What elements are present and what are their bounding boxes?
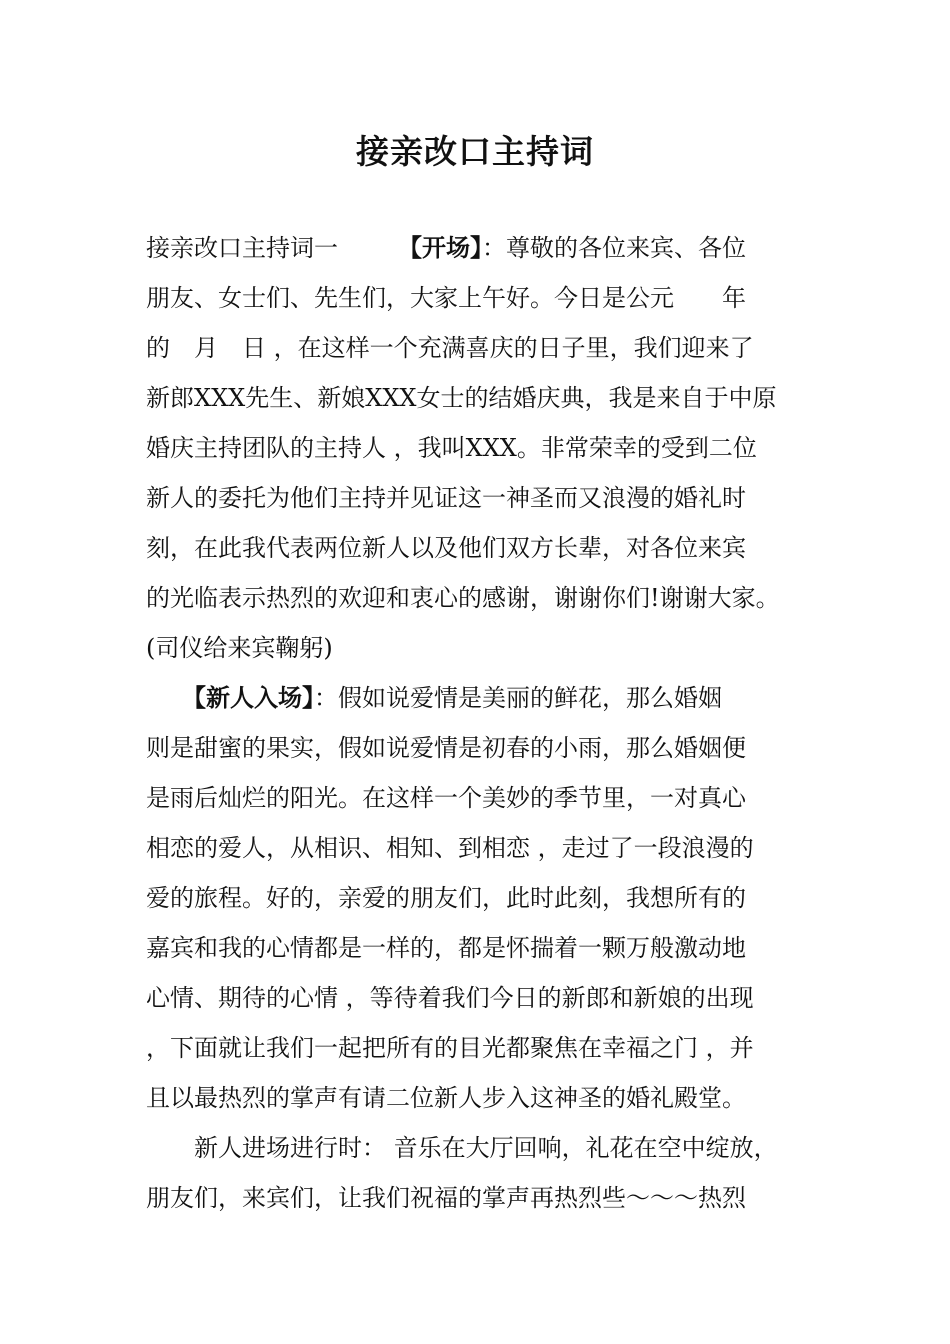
text-line xyxy=(146,1132,778,1164)
line-text: 朋友们，来宾们，让我们祝福的掌声再热烈些～～～热烈 xyxy=(146,1184,746,1212)
line-text: ：假如说爱情是美丽的鲜花，那么婚姻 xyxy=(314,684,722,712)
line-text: 是雨后灿烂的阳光。在这样一个美妙的季节里，一对真心 xyxy=(146,784,746,812)
line-text: 嘉宾和我的心情都是一样的，都是怀揣着一颗万般激动地 xyxy=(146,934,746,962)
line-text: (司仪给来宾鞠躬) xyxy=(146,634,333,662)
section-heading: 【开场】 xyxy=(410,233,482,262)
line-text: 的光临表示热烈的欢迎和衷心的感谢，谢谢你们!谢谢大家。 xyxy=(146,584,780,612)
text-line xyxy=(146,932,746,964)
section-heading: 【新人入场】 xyxy=(194,683,314,712)
line-text: 新人进场进行时： 音乐在大厅回响，礼花在空中绽放， xyxy=(146,1134,778,1162)
line-text: 爱的旅程。好的，亲爱的朋友们，此时此刻，我想所有的 xyxy=(146,884,746,912)
line-text xyxy=(146,684,194,712)
text-line xyxy=(146,782,746,814)
text-line xyxy=(146,332,754,364)
text-line xyxy=(146,632,333,664)
line-text: 的 月 日 ，在这样一个充满喜庆的日子里，我们迎来了 xyxy=(146,334,754,362)
line-text: 心情、期待的心情 ，等待着我们今日的新郎和新娘的出现 xyxy=(146,984,754,1012)
text-line xyxy=(146,1032,754,1064)
text-line xyxy=(146,232,746,264)
line-text: 接亲改口主持词一 xyxy=(146,234,410,262)
line-text: 新郎XXX先生、新娘XXX女士的结婚庆典，我是来自于中原 xyxy=(146,384,777,412)
text-line xyxy=(146,732,746,764)
text-line xyxy=(146,382,777,414)
text-line xyxy=(146,282,746,314)
line-text: 刻，在此我代表两位新人以及他们双方长辈，对各位来宾 xyxy=(146,534,746,562)
text-line xyxy=(146,432,757,464)
text-line xyxy=(146,1082,746,1114)
line-text: 则是甜蜜的果实，假如说爱情是初春的小雨，那么婚姻便 xyxy=(146,734,746,762)
line-text: 新人的委托为他们主持并见证这一神圣而又浪漫的婚礼时 xyxy=(146,484,746,512)
line-text: ，下面就让我们一起把所有的目光都聚焦在幸福之门 ，并 xyxy=(146,1034,754,1062)
line-text: 相恋的爱人，从相识、相知、到相恋 ，走过了一段浪漫的 xyxy=(146,834,754,862)
line-text: 婚庆主持团队的主持人 ，我叫XXX。非常荣幸的受到二位 xyxy=(146,434,757,462)
document-title: 接亲改口主持词 xyxy=(356,132,594,171)
line-text: 朋友、女士们、先生们，大家上午好。今日是公元 年 xyxy=(146,284,746,312)
text-line xyxy=(146,1182,746,1214)
text-line xyxy=(146,582,780,614)
text-line xyxy=(146,832,754,864)
text-line xyxy=(146,882,746,914)
text-line xyxy=(146,982,754,1014)
line-text: ：尊敬的各位来宾、各位 xyxy=(482,234,746,262)
text-line xyxy=(146,532,746,564)
text-line xyxy=(146,682,722,714)
line-text: 且以最热烈的掌声有请二位新人步入这神圣的婚礼殿堂。 xyxy=(146,1084,746,1112)
text-line xyxy=(146,482,746,514)
